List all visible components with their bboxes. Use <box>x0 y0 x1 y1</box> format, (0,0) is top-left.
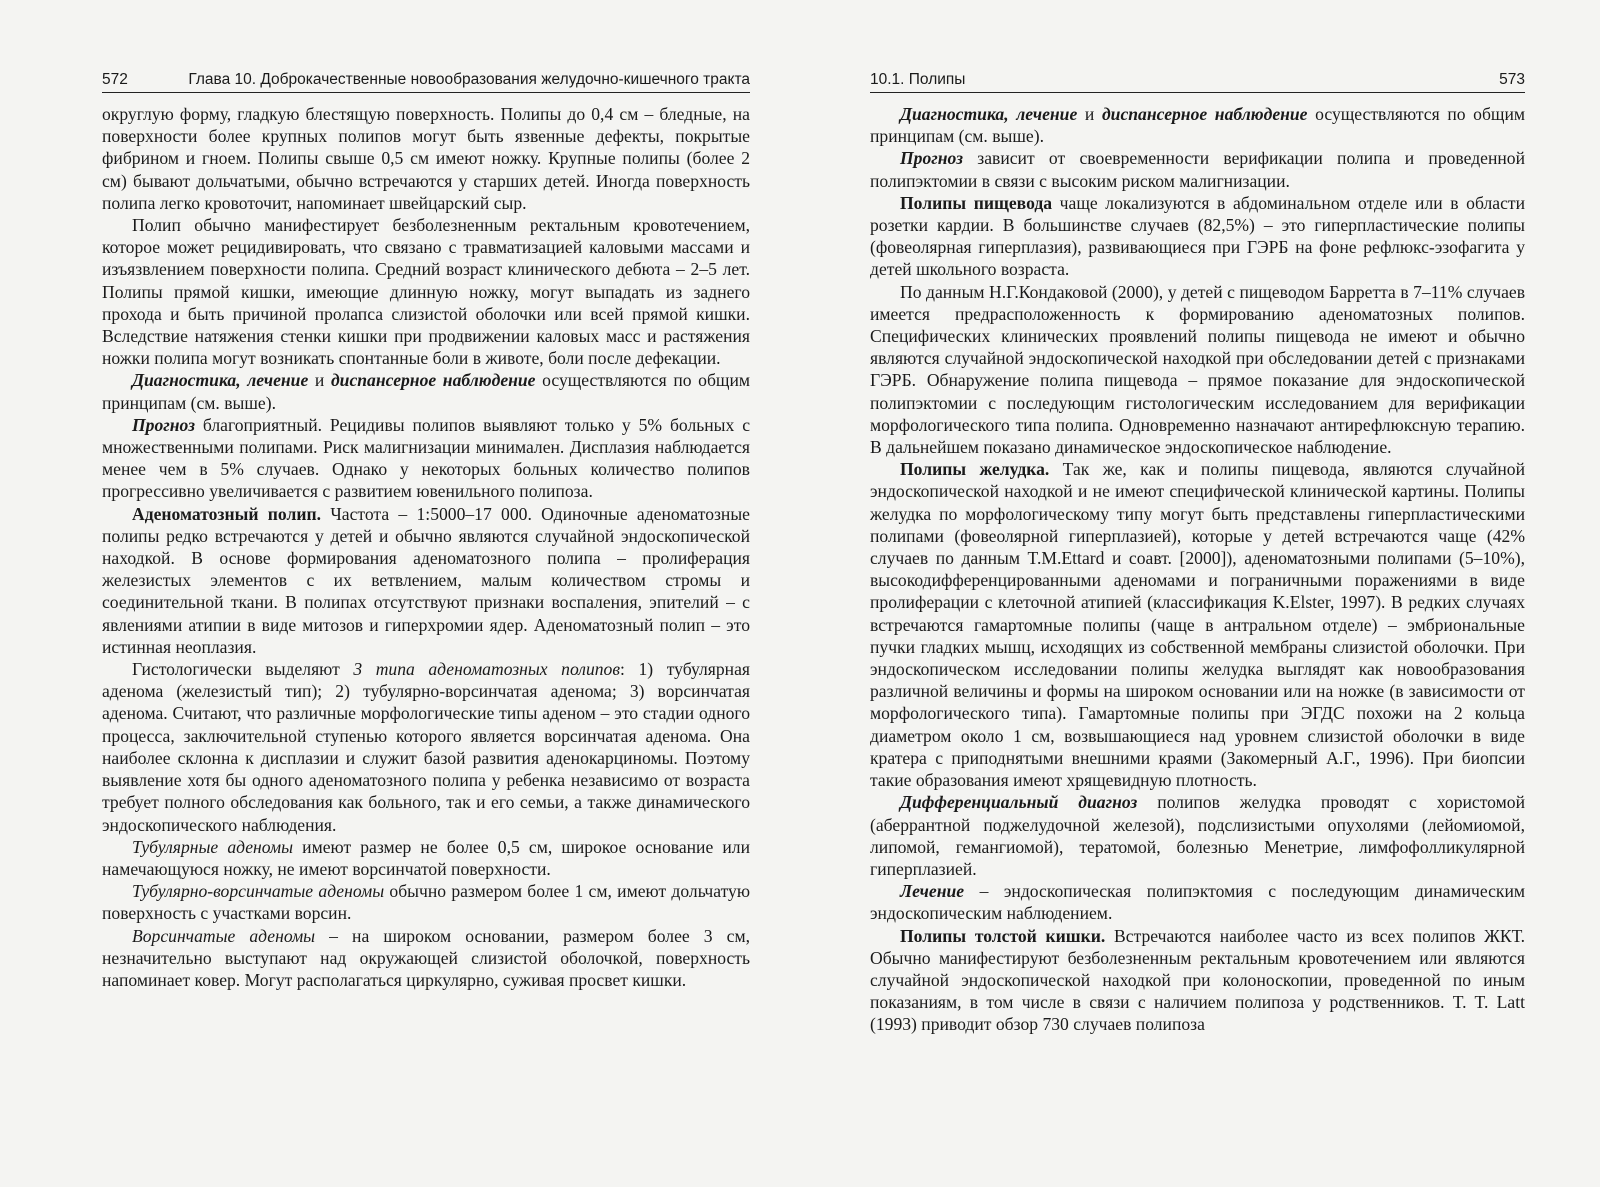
paragraph <box>102 658 750 836</box>
emphasized-term: Прогноз <box>900 148 963 169</box>
emphasized-term: Дифференциальный диагноз <box>900 792 1138 813</box>
emphasized-term: Полипы толстой кишки. <box>900 925 1106 946</box>
emphasized-term: диспансерное наблюдение <box>330 370 536 391</box>
text-run: зависит от своевременности верификации полипа и проведенной полипэктомии в связи с высоким риском малигнизации. <box>870 148 1525 191</box>
section-title: 10.1. Полипы <box>870 71 966 88</box>
left-page-body <box>102 103 750 991</box>
emphasized-term: Прогноз <box>132 414 195 435</box>
left-running-head <box>102 70 750 93</box>
text-run: По данным Н.Г.Кондаковой (2000), у детей с пищеводом Барретта в 7–11% случаев имеется предрасположенность к формированию аденоматозных полипов. Специфических клинических проявлений полипы пищевода не имеют и обычно являются случайной эндоскопической находкой при обследовании детей с признаками ГЭРБ. Обнаружение полипа пищевода – прямое показание для эндоскопической полипэктомии с последующим гистологическим исследованием для верификации морфологического типа полипа. Одновременно назначают антирефлюксную терапию. В дальнейшем показано динамическое эндоскопическое наблюдение. <box>870 281 1525 458</box>
text-run: чаще локализуются в абдоминальном отделе или в области розетки кардии. В большинстве случаев (82,5%) – это гиперпластические полипы (фовеолярная гиперплазия), развивающиеся при ГЭРБ на фоне рефлюкс-эзофагита у детей школьного возраста. <box>870 192 1525 280</box>
paragraph <box>870 103 1525 147</box>
right-page <box>870 70 1525 1036</box>
emphasized-term: 3 типа аденоматозных полипов <box>353 659 620 680</box>
left-page <box>102 70 750 991</box>
text-run: и <box>308 370 331 391</box>
text-run: – на широком основании, размером более 3 см, незначительно выступают над окружающей слизистой оболочкой, поверхность напоминает ковер. Могут располагаться циркулярно, суживая просвет кишки. <box>102 925 750 990</box>
right-running-head <box>870 70 1525 93</box>
text-run: полипов желудка проводят с хористомой (аберрантной поджелудочной железой), подслизистыми опухолями (лейомиомой, липомой, гемангиомой), тератомой, болезнью Менетрие, лимфофолликулярной гиперплазией. <box>870 792 1525 879</box>
emphasized-term: Полипы пищевода <box>900 192 1053 213</box>
text-run: : 1) тубулярная аденома (железистый тип); 2) тубулярно-ворсинчатая аденома; 3) ворсинчатая аденома. Считают, что различные морфологические типы аденом – это стадии одного процесса, заключительной ступенью которого является ворсинчатая аденома. Она наиболее склонна к дисплазии и служит базой развития аденокарциномы. Поэтому выявление хотя бы одного аденоматозного полипа у ребенка независимо от возраста требует полного обследования как больного, так и его семьи, а также динамического эндоскопического наблюдения. <box>102 659 751 835</box>
text-run: Гистологически выделяют <box>132 659 354 680</box>
text-run: Так же, как и полипы пищевода, являются случайной эндоскопической находкой и не имеют специфической клинической картины. Полипы желудка по морфологическому типу могут быть представлены гиперпластическими полипами (фовеолярной гиперплазией), которые у детей встречаются чаще (42% случаев по данным T.M.Ettard и соавт. [2000]), аденоматозными полипами (5–10%), высокодифференцированными аденомами и пограничными поражениями в виде пролиферации с клеточной атипией (классификация K.Elster, 1997). В редких случаях встречаются гамартомные полипы (чаще в антральном отделе) – эмбриональные пучки гладких мышц, исходящих из собственной мембраны слизистой оболочки. При эндоскопическом исследовании полипы желудка выглядят как новообразования различной величины и формы на широком основании или на ножке (в зависимости от морфологического типа). Гамартомные полипы при ЭГДС похожи на 2 кольца диаметром около 1 см, возвышающиеся над уровнем слизистой оболочки в виде кратера с приподнятыми внешними краями (Закомерный А.Г., 1996). При биопсии такие образования имеют хрящевидную плотность. <box>870 459 1525 791</box>
emphasized-term: Ворсинчатые аденомы <box>132 925 316 946</box>
emphasized-term: диспансерное наблюдение <box>1101 104 1308 124</box>
text-run: Частота – 1:5000–17 000. Одиночные аденоматозные полипы редко встречаются у детей и обычно являются случайной эндоскопической находкой. В основе формирования аденоматозного полипа – пролиферация железистых элементов с их ветвлением, малым количеством стромы и соединительной ткани. В полипах отсутствуют признаки воспаления, эпителий – с явлениями атипии в виде митозов и гиперхромии ядер. Аденоматозный полип – это истинная неоплазия. <box>102 503 750 657</box>
paragraph <box>102 369 750 413</box>
text-run: Полип обычно манифестирует безболезненным ректальным кровотечением, которое может рецидивировать, что связано с травматизацией каловыми массами и изъязвлением поверхности полипа. Средний возраст клинического дебюта – 2–5 лет. Полипы прямой кишки, имеющие длинную ножку, могут выпадать из заднего прохода и быть причиной пролапса слизистой оболочки или всей прямой кишки. Вследствие натяжения стенки кишки при продвижении каловых масс и растяжения ножки полипа могут возникать спонтанные боли в животе, боли после дефекации. <box>102 215 750 369</box>
emphasized-term: Диагностика, лечение <box>900 104 1078 124</box>
paragraph <box>102 103 750 214</box>
right-page-body <box>870 103 1525 1036</box>
text-run: осуществляются по общим принципам (см. выше). <box>102 370 751 413</box>
emphasized-term: Полипы желудка. <box>900 459 1050 480</box>
text-run: округлую форму, гладкую блестящую поверхность. Полипы до 0,4 см – бледные, на поверхности более крупных полипов могут быть язвенные дефекты, покрытые фибрином и гноем. Полипы свыше 0,5 см имеют ножку. Крупные полипы (более 2 см) бывают дольчатыми, обычно встречаются у старших детей. Иногда поверхность полипа легко кровоточит, напоминает швейцарский сыр. <box>102 104 750 213</box>
paragraph <box>870 281 1525 459</box>
page-number: 573 <box>1499 71 1525 88</box>
text-run: – эндоскопическая полипэктомия с последующим динамическим эндоскопическим наблюдением. <box>870 881 1525 924</box>
emphasized-term: Тубулярные аденомы <box>132 836 294 857</box>
paragraph <box>870 192 1525 281</box>
paragraph <box>870 791 1525 880</box>
text-run: обычно размером более 1 см, имеют дольчатую поверхность с участками ворсин. <box>102 881 750 924</box>
emphasized-term: Лечение <box>900 881 965 902</box>
paragraph <box>102 925 750 992</box>
paragraph <box>870 925 1525 1036</box>
page-number: 572 <box>102 71 128 88</box>
paragraph <box>102 836 750 880</box>
paragraph <box>102 414 750 503</box>
text-run: осуществляются по общим принципам (см. выше). <box>870 104 1526 147</box>
text-run: Встречаются наиболее часто из всех полипов ЖКТ. Обычно манифестируют безболезненным ректальным кровотечением или являются случайной эндоскопической находкой при колоноскопии, проведенной по иным показаниям, в том числе в связи с наличием полипоза у родственников. T. T. Latt (1993) приводит обзор 730 случаев полипоза <box>870 925 1525 1035</box>
text-run: и <box>1077 104 1102 124</box>
text-run: благоприятный. Рецидивы полипов выявляют только у 5% больных с множественными полипами. Риск малигнизации минимален. Дисплазия наблюдается менее чем в 5% случаев. Однако у некоторых больных количество полипов прогрессивно увеличивается с развитием ювенильного полипоза. <box>102 414 750 502</box>
paragraph <box>102 214 750 369</box>
paragraph <box>102 880 750 924</box>
emphasized-term: Диагностика, лечение <box>132 370 309 391</box>
text-run: имеют размер не более 0,5 см, широкое основание или намечающуюся ножку, не имеют ворсинчатой поверхности. <box>102 836 751 879</box>
chapter-title: Глава 10. Доброкачественные новообразования желудочно-кишечного тракта <box>188 71 750 88</box>
paragraph <box>870 458 1525 791</box>
emphasized-term: Аденоматозный полип. <box>132 503 322 524</box>
paragraph <box>870 147 1525 191</box>
paragraph <box>102 503 750 658</box>
paragraph <box>870 880 1525 924</box>
emphasized-term: Тубулярно-ворсинчатые аденомы <box>132 881 385 902</box>
